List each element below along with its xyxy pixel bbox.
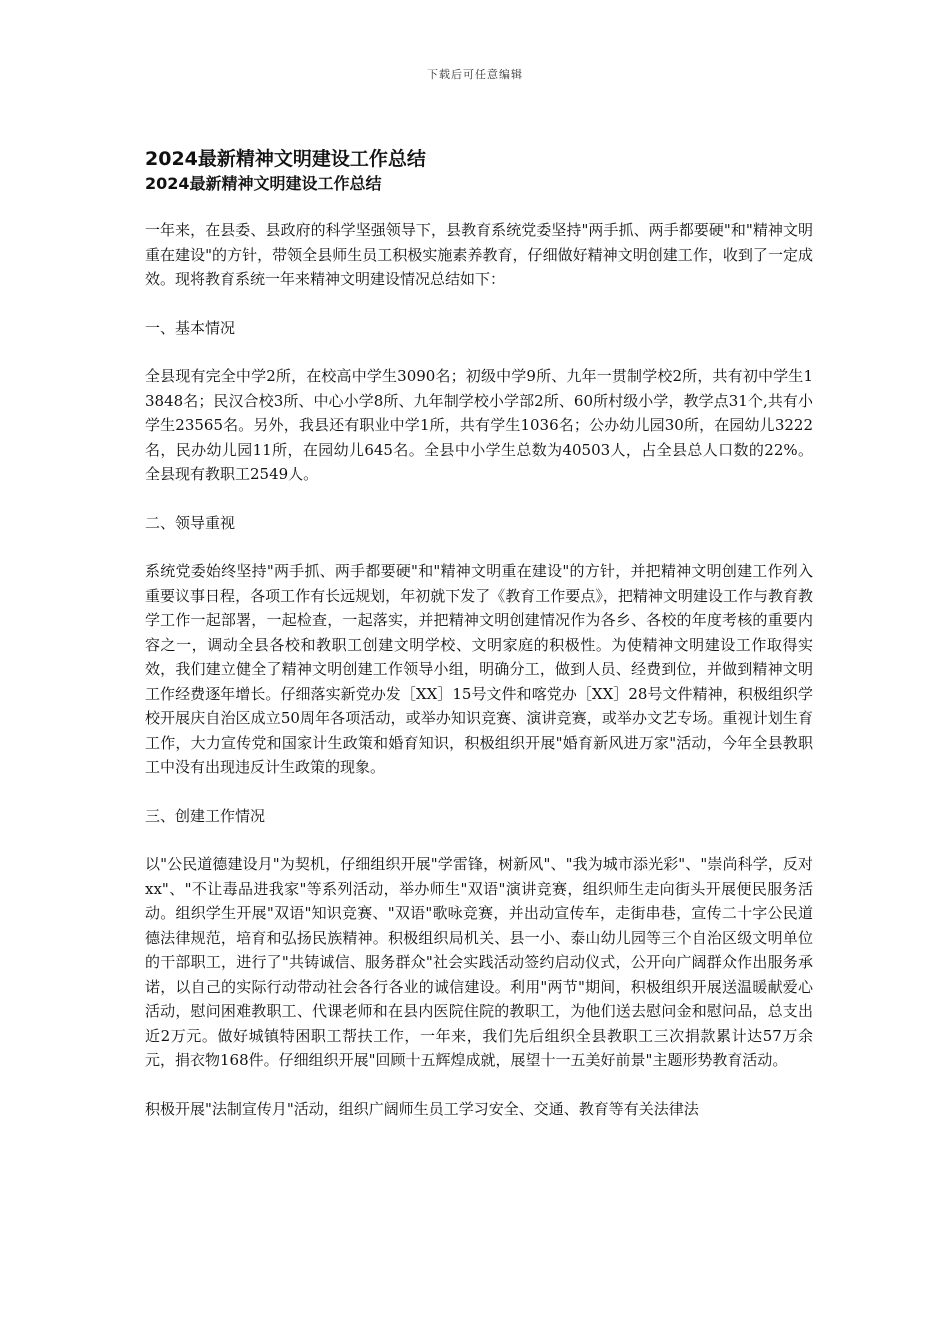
document-title: 2024最新精神文明建设工作总结	[145, 148, 426, 170]
section-heading-leadership: 二、领导重视	[145, 513, 236, 532]
basic-info-paragraph: 全县现有完全中学2所，在校高中学生3090名；初级中学9所、九年一贯制学校2所，共有初中学生13848名；民汉合校3所、中心小学8所、九年制学校小学部2所、60所村级小学，教学点31个,共有小学生23565名。另外，我县还有职业中学1所，共有学生1036名；公办幼儿园30所，在园幼儿3222名，民办幼儿园11所，在园幼儿645名。全县中小学生总数为40503人，占全县总人口数的22%。全县现有教职工2549人。	[145, 367, 813, 483]
leadership-paragraph: 系统党委始终坚持"两手抓、两手都要硬"和"精神文明重在建设"的方针，并把精神文明创建工作列入重要议事日程，各项工作有长远规划，年初就下发了《教育工作要点》，把精神文明建设工作与教育教学工作一起部署，一起检查，一起落实，并把精神文明创建情况作为各乡、各校的年度考核的重要内容之一，调动全县各校和教职工创建文明学校、文明家庭的积极性。为使精神文明建设工作取得实效，我们建立健全了精神文明创建工作领导小组，明确分工，做到人员、经费到位，并做到精神文明工作经费逐年增长。仔细落实新党办发［XX］15号文件和喀党办［XX］28号文件精神，积极组织学校开展庆自治区成立50周年各项活动，或举办知识竞赛、演讲竞赛，或举办文艺专场。重视计划生育工作，大力宣传党和国家计生政策和婚育知识，积极组织开展"婚育新风进万家"活动，今年全县教职工中没有出现违反计生政策的现象。	[145, 562, 813, 776]
document-body	[145, 146, 813, 1145]
page-header-note: 下载后可任意编辑	[427, 68, 523, 81]
legal-publicity-paragraph: 积极开展"法制宣传月"活动，组织广阔师生员工学习安全、交通、教育等有关法律法	[145, 1099, 699, 1118]
section-heading-basic-info: 一、基本情况	[145, 318, 236, 337]
intro-paragraph: 一年来，在县委、县政府的科学坚强领导下，县教育系统党委坚持"两手抓、两手都要硬"和"精神文明重在建设"的方针，带领全县师生员工积极实施素养教育，仔细做好精神文明创建工作，收到了一定成效。现将教育系统一年来精神文明建设情况总结如下：	[145, 221, 813, 288]
section-heading-creation-work: 三、创建工作情况	[145, 806, 266, 825]
document-subtitle: 2024最新精神文明建设工作总结	[145, 174, 382, 193]
creation-work-paragraph: 以"公民道德建设月"为契机，仔细组织开展"学雷锋，树新风"、"我为城市添光彩"、"崇尚科学，反对xx"、"不让毒品进我家"等系列活动，举办师生"双语"演讲竞赛，组织师生走向街头开展便民服务活动。组织学生开展"双语"知识竞赛、"双语"歌咏竞赛，并出动宣传车，走街串巷，宣传二十字公民道德法律规范，培育和弘扬民族精神。积极组织局机关、县一小、泰山幼儿园等三个自治区级文明单位的干部职工，进行了"共铸诚信、服务群众"社会实践活动签约启动仪式，公开向广阔群众作出服务承诺，以自己的实际行动带动社会各行各业的诚信建设。利用"两节"期间，积极组织开展送温暖献爱心活动，慰问困难教职工、代课老师和在县内医院住院的教职工，为他们送去慰问金和慰问品，总支出近2万元。做好城镇特困职工帮扶工作，一年来，我们先后组织全县教职工三次捐款累计达57万余元，捐衣物168件。仔细组织开展"回顾十五辉煌成就，展望十一五美好前景"主题形势教育活动。	[145, 855, 813, 1069]
